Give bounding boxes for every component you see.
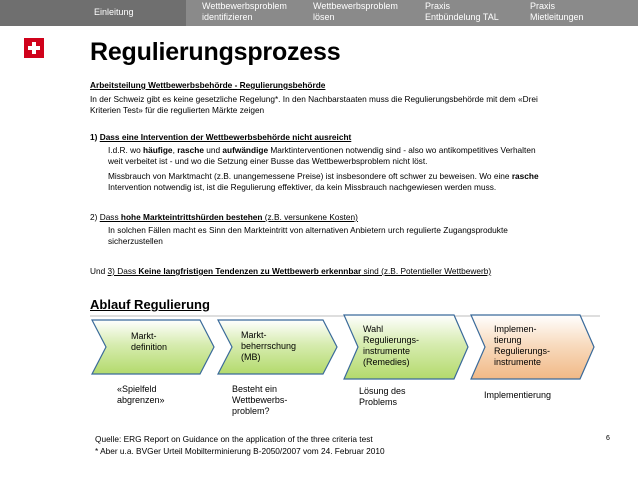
caption-3 bbox=[359, 386, 406, 408]
step-label-line: Wahl bbox=[363, 324, 384, 334]
point-2-line-1: In solchen Fällen macht es Sinn den Markteintritt von alternativen Anbietern urch regulierte Zugangsprodukte bbox=[108, 225, 508, 235]
nav-tab-sublabel: identifizieren bbox=[202, 12, 253, 22]
point-1-number: 1) bbox=[90, 132, 98, 142]
point-1-heading-text: Dass eine Intervention der Wettbewerbsbehörde nicht ausreicht bbox=[99, 132, 352, 142]
text-run: und bbox=[203, 145, 223, 155]
text-run: (z.B. versunkene Kosten) bbox=[262, 212, 358, 222]
footnote: * Aber u.a. BVGer Urteil Mobilterminierung B-2050/2007 vom 24. Februar 2010 bbox=[95, 446, 385, 456]
step-label-line: instrumente bbox=[363, 346, 411, 356]
nav-tab-label: Wettbewerbsproblem bbox=[202, 1, 287, 11]
flow-title: Ablauf Regulierung bbox=[90, 297, 210, 312]
text-run: sind (z.B. Potentieller Wettbewerb) bbox=[361, 266, 492, 276]
text-run: 3) Dass bbox=[107, 266, 139, 276]
point-1-line-2: weit verbeitet ist - und wo die Setzung einer Busse das Wettbewerbsproblem nicht löst. bbox=[108, 156, 428, 166]
caption-line: Lösung des bbox=[359, 386, 406, 396]
text-run: Missbrauch von Marktmacht (z.B. unangemessene Preise) ist insbesondere oft schwer zu beweisen. Wo eine bbox=[108, 171, 512, 181]
nav-tab-label: Praxis bbox=[530, 1, 556, 11]
text-run: Und bbox=[90, 266, 108, 276]
text-bold: häufige bbox=[143, 145, 173, 155]
step-label-line: Implemen- bbox=[494, 324, 537, 334]
caption-line: Problems bbox=[359, 397, 398, 407]
intro-line-2: Kriterien Test» für die regulierten Märkte zeigen bbox=[90, 105, 265, 115]
nav-tab-sublabel: Mietleitungen bbox=[530, 12, 584, 22]
text-run: I.d.R. wo bbox=[108, 145, 144, 155]
nav-tab-sublabel: Entbündelung TAL bbox=[425, 12, 499, 22]
caption-4 bbox=[484, 390, 551, 401]
caption-line: «Spielfeld bbox=[117, 384, 157, 394]
caption-2 bbox=[232, 384, 287, 417]
step-label-line: Regulierungs- bbox=[494, 346, 551, 356]
point-2-number: 2) bbox=[90, 212, 98, 222]
text-run: , bbox=[172, 145, 178, 155]
step-2-label bbox=[241, 330, 296, 363]
nav-tab-sublabel: lösen bbox=[313, 12, 335, 22]
source-note: Quelle: ERG Report on Guidance on the application of the three criteria test bbox=[95, 434, 373, 444]
step-label-line: Regulierungs- bbox=[363, 335, 420, 345]
step-label-line: definition bbox=[131, 342, 168, 352]
step-label-line: instrumente bbox=[494, 357, 542, 367]
step-3-label bbox=[363, 324, 419, 368]
step-label-line: beherrschung bbox=[241, 341, 297, 351]
text-run: Dass bbox=[99, 212, 121, 222]
text-run: Marktinterventionen notwendig sind - also wo antikompetitives Verhalten bbox=[268, 145, 536, 155]
step-4-label bbox=[494, 324, 550, 368]
nav-tab-label: Wettbewerbsproblem bbox=[313, 1, 398, 11]
step-label-line: tierung bbox=[494, 335, 522, 345]
step-1-label bbox=[131, 331, 167, 353]
point-2-line-2: sicherzustellen bbox=[108, 236, 163, 246]
caption-line: Implementierung bbox=[484, 390, 552, 400]
page-title: Regulierungsprozess bbox=[90, 38, 341, 66]
text-bold: rasche bbox=[511, 171, 539, 181]
step-label-line: Markt- bbox=[131, 331, 157, 341]
nav-tab-label: Praxis bbox=[425, 1, 451, 11]
point-1-line-4: Intervention notwendig ist, ist die Regulierung effektiver, da kein Missbrauch nachgewiesen werden muss. bbox=[108, 182, 497, 192]
caption-line: problem? bbox=[232, 406, 270, 416]
intro-line-1: In der Schweiz gibt es keine gesetzliche Regelung*. In den Nachbarstaaten muss die Regulierungsbehörde mit dem «Drei bbox=[90, 94, 538, 104]
nav-tab-label: Einleitung bbox=[94, 7, 134, 17]
caption-line: Besteht ein bbox=[232, 384, 278, 394]
text-bold: Keine langfristigen Tendenzen zu Wettbewerb erkennbar bbox=[138, 266, 362, 276]
page-number: 6 bbox=[606, 435, 610, 442]
caption-1 bbox=[117, 384, 165, 406]
step-label-line: Markt- bbox=[241, 330, 267, 340]
section-heading: Arbeitsteilung Wettbewerbsbehörde - Regulierungsbehörde bbox=[90, 80, 326, 90]
step-label-line: (Remedies) bbox=[363, 357, 410, 367]
step-label-line: (MB) bbox=[241, 352, 261, 362]
text-bold: hohe Markteintrittshürden bestehen bbox=[120, 212, 263, 222]
caption-line: abgrenzen» bbox=[117, 395, 165, 405]
caption-line: Wettbewerbs- bbox=[232, 395, 288, 405]
text-bold: aufwändige bbox=[222, 145, 269, 155]
text-bold: rasche bbox=[177, 145, 204, 155]
